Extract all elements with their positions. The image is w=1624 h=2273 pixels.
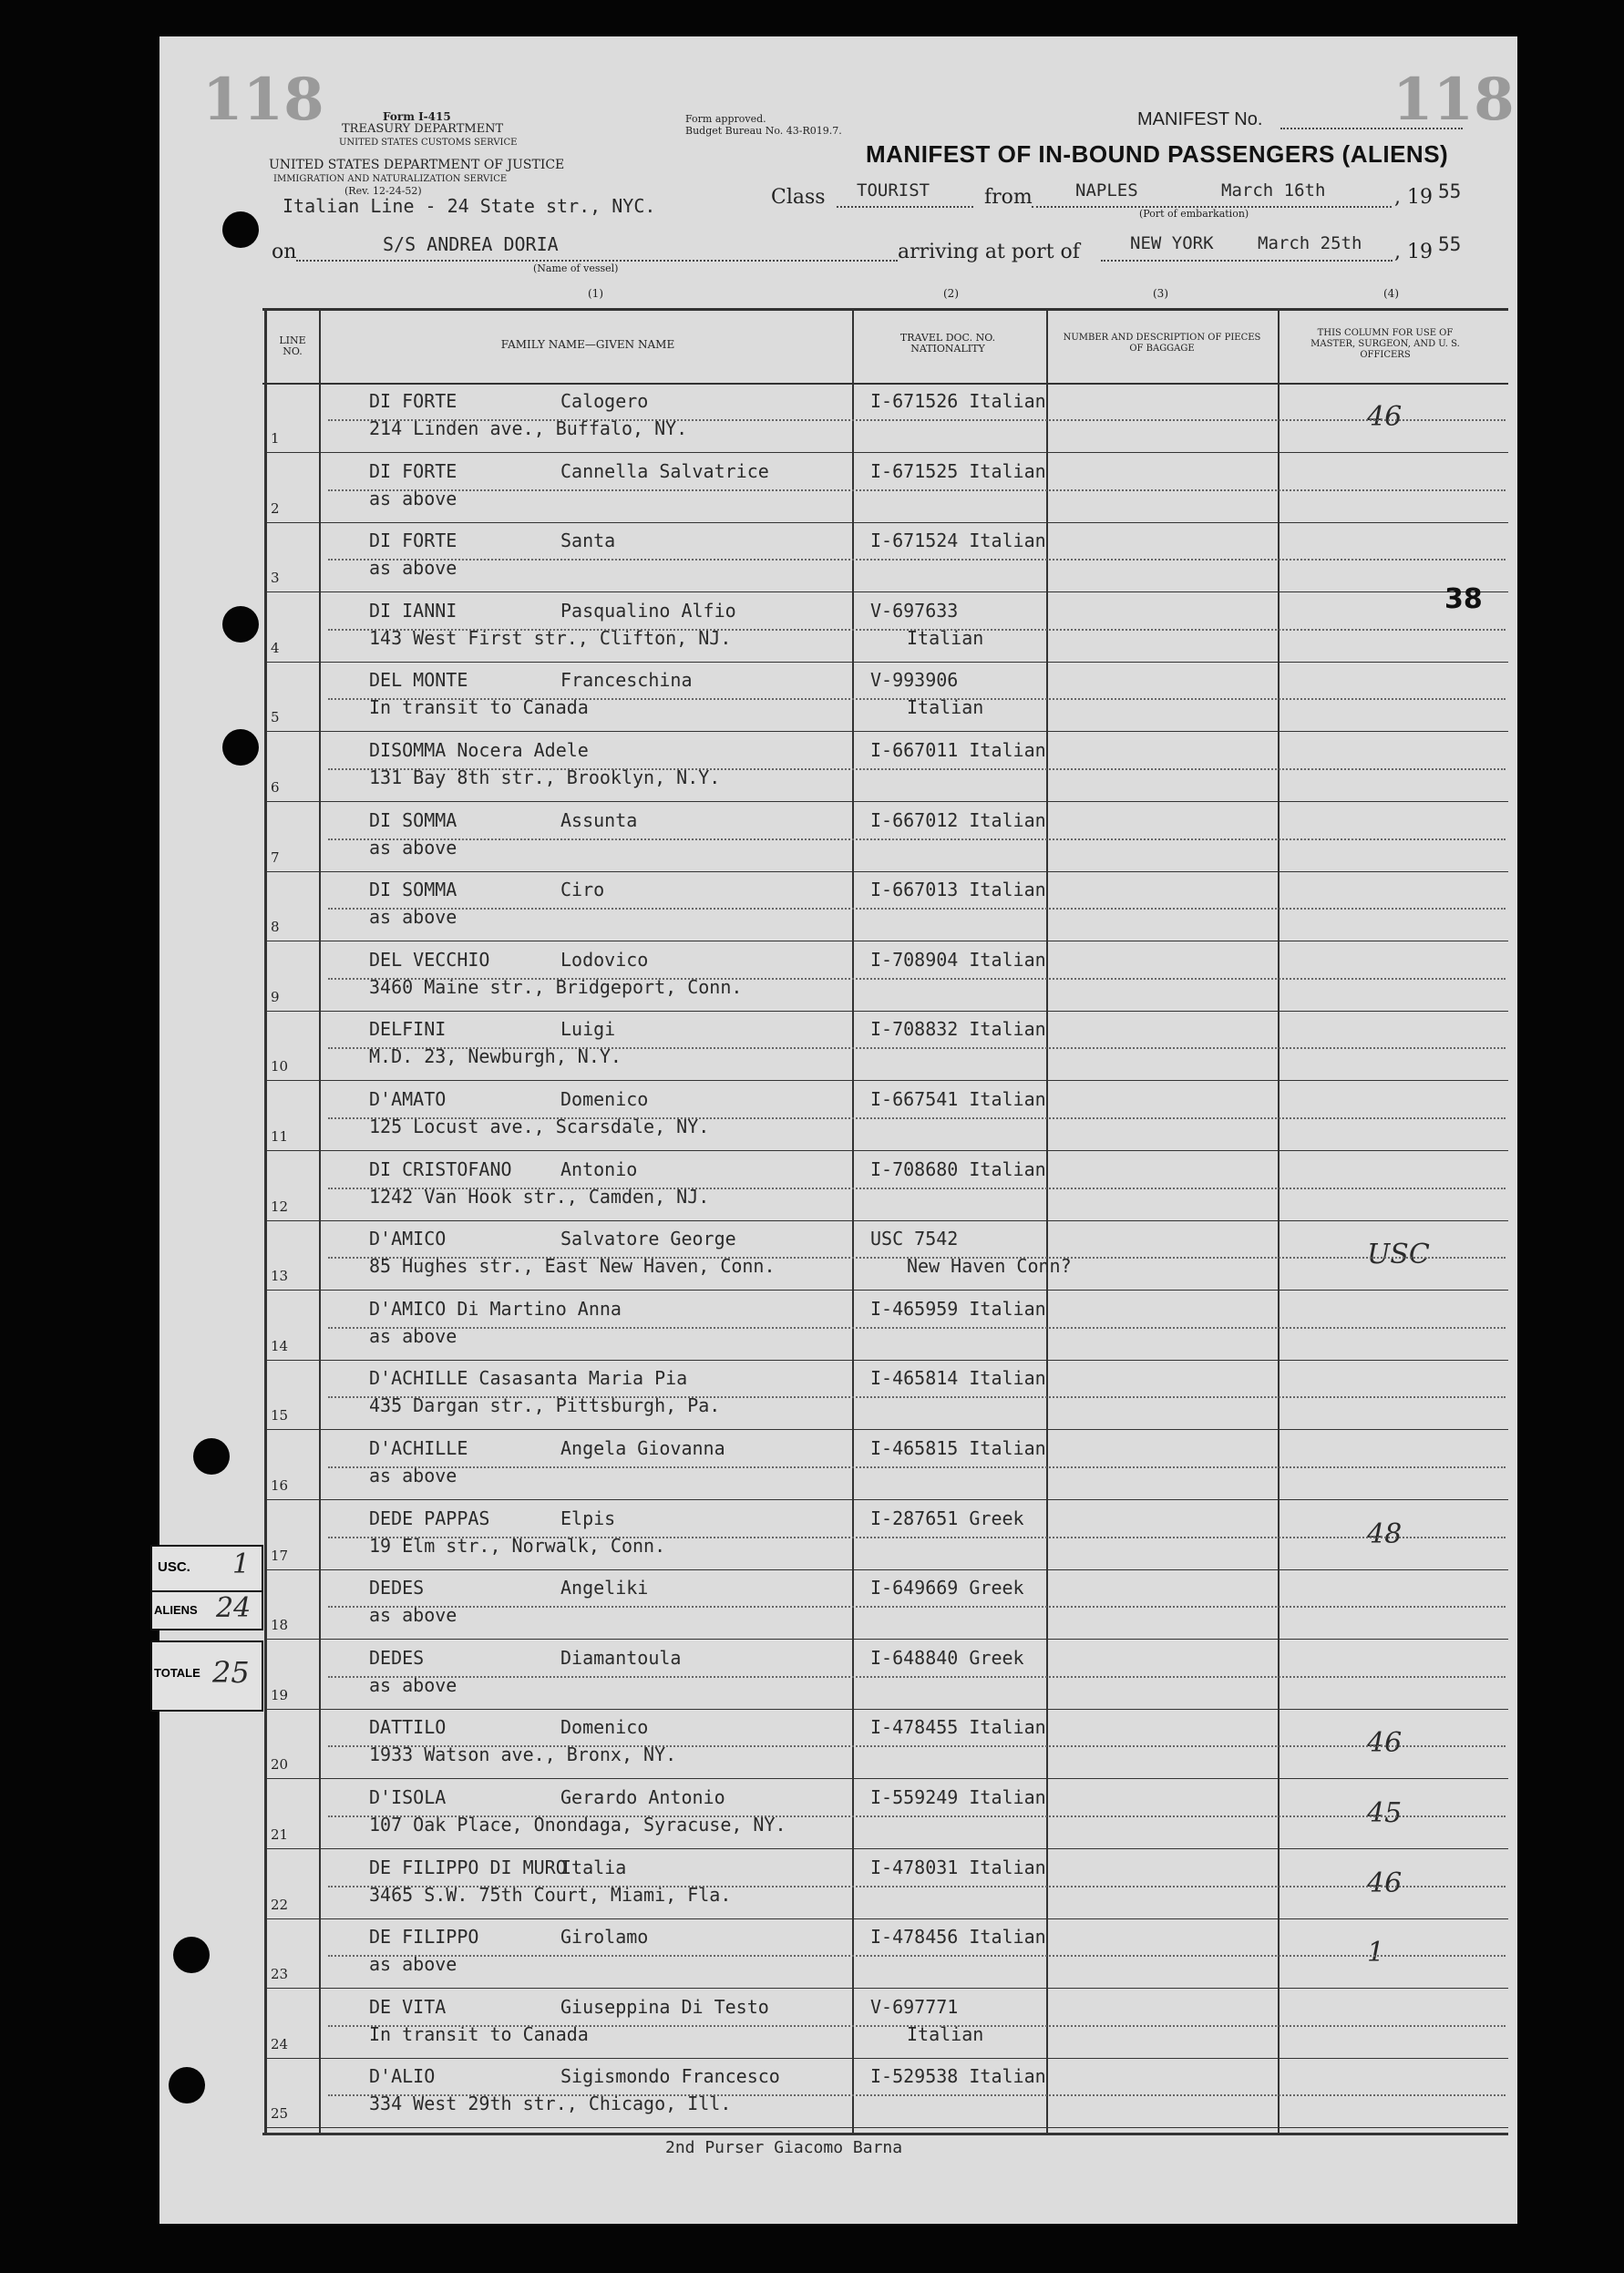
tally-aliens bbox=[150, 1590, 263, 1630]
table-row bbox=[260, 594, 1508, 663]
given-name: Lodovico bbox=[560, 948, 649, 971]
table-row bbox=[260, 385, 1508, 454]
table-row bbox=[260, 1711, 1508, 1780]
travel-doc: I-671526 Italian bbox=[870, 390, 1046, 412]
row-mid-line bbox=[328, 1537, 1506, 1538]
tally-aliens-value: 24 bbox=[216, 1592, 252, 1624]
line-number: 5 bbox=[271, 709, 280, 726]
on-label: on bbox=[272, 241, 297, 263]
line-number: 11 bbox=[271, 1128, 289, 1145]
travel-doc-detail: Italian bbox=[907, 696, 984, 719]
table-row bbox=[260, 734, 1508, 803]
family-name: D'ACHILLE bbox=[369, 1437, 468, 1459]
family-name: DI FORTE bbox=[369, 459, 457, 482]
from-value: NAPLES bbox=[1075, 180, 1138, 201]
travel-doc-detail: New Haven Conn? bbox=[907, 1255, 1072, 1278]
col-header-officers: THIS COLUMN FOR USE OF MASTER, SURGEON, AND U. S. OFFICERS bbox=[1311, 328, 1460, 360]
address: as above bbox=[369, 906, 457, 929]
row-mid-line bbox=[328, 419, 1506, 421]
line-number: 3 bbox=[271, 570, 280, 587]
row-divider bbox=[264, 1499, 1508, 1500]
line-number: 20 bbox=[271, 1756, 289, 1774]
line-number: 17 bbox=[271, 1547, 289, 1564]
travel-doc: I-708832 Italian bbox=[870, 1018, 1046, 1041]
given-name: Pasqualino Alfio bbox=[560, 599, 736, 622]
table-row bbox=[260, 1571, 1508, 1640]
row-mid-line bbox=[328, 489, 1506, 491]
arrival-port: NEW YORK bbox=[1130, 233, 1214, 253]
row-mid-line bbox=[328, 2025, 1506, 2027]
officer-mark: 46 bbox=[1367, 401, 1403, 433]
row-mid-line bbox=[328, 1396, 1506, 1398]
given-name: Italia bbox=[560, 1856, 627, 1878]
travel-doc: V-697633 bbox=[870, 599, 959, 622]
row-mid-line bbox=[328, 1886, 1506, 1887]
travel-doc: I-667012 Italian bbox=[870, 808, 1046, 831]
form-approved: Form approved. bbox=[685, 113, 766, 125]
class-label: Class bbox=[771, 186, 826, 209]
arrival-line bbox=[1101, 260, 1393, 262]
line-number: 18 bbox=[271, 1617, 289, 1634]
given-name: Sigismondo Francesco bbox=[560, 2065, 780, 2088]
family-name: DEDE PAPPAS bbox=[369, 1507, 490, 1529]
row-mid-line bbox=[328, 1815, 1506, 1817]
class-line bbox=[837, 206, 973, 208]
given-name: Elpis bbox=[560, 1507, 616, 1529]
travel-doc: I-465815 Italian bbox=[870, 1437, 1046, 1459]
family-name: DI CRISTOFANO bbox=[369, 1157, 512, 1180]
line-number: 13 bbox=[271, 1268, 289, 1285]
family-name: DEL MONTE bbox=[369, 669, 468, 692]
col-header-baggage: NUMBER AND DESCRIPTION OF PIECES OF BAGGAGE bbox=[1063, 333, 1261, 354]
manifest-no-label: MANIFEST No. bbox=[1137, 109, 1263, 129]
family-name: DE FILIPPO bbox=[369, 1926, 479, 1949]
row-mid-line bbox=[328, 1117, 1506, 1119]
row-mid-line bbox=[328, 908, 1506, 910]
travel-doc: I-478456 Italian bbox=[870, 1926, 1046, 1949]
agency-ins: IMMIGRATION AND NATURALIZATION SERVICE bbox=[273, 174, 508, 184]
family-name: D'AMATO bbox=[369, 1088, 447, 1110]
row-divider bbox=[264, 2127, 1508, 2128]
address: 3465 S.W. 75th Court, Miami, Fla. bbox=[369, 1883, 732, 1906]
row-mid-line bbox=[328, 768, 1506, 770]
family-name: DE FILIPPO DI MURO bbox=[369, 1856, 567, 1878]
family-name: DEDES bbox=[369, 1646, 425, 1669]
line-number: 24 bbox=[271, 2035, 289, 2052]
line-number: 14 bbox=[271, 1337, 289, 1354]
address: 125 Locust ave., Scarsdale, NY. bbox=[369, 1116, 710, 1137]
row-mid-line bbox=[328, 629, 1506, 631]
family-name: D'ISOLA bbox=[369, 1786, 447, 1808]
given-name: Salvatore George bbox=[560, 1228, 736, 1250]
family-name: DE VITA bbox=[369, 1995, 447, 2018]
travel-doc: I-559249 Italian bbox=[870, 1786, 1046, 1808]
given-name: Cannella Salvatrice bbox=[560, 459, 769, 482]
table-row bbox=[260, 1502, 1508, 1571]
table-row bbox=[260, 1362, 1508, 1431]
family-name: DEL VECCHIO bbox=[369, 948, 490, 971]
given-name: Domenico bbox=[560, 1716, 649, 1739]
line-number: 10 bbox=[271, 1058, 289, 1075]
address: 1933 Watson ave., Bronx, NY. bbox=[369, 1743, 677, 1766]
table-row bbox=[260, 2060, 1508, 2129]
col-num-2: (2) bbox=[943, 287, 959, 300]
officer-mark: 48 bbox=[1367, 1517, 1403, 1550]
row-divider bbox=[264, 1360, 1508, 1361]
family-name: D'AMICO Di Martino Anna bbox=[369, 1297, 622, 1320]
col-header-name: FAMILY NAME—GIVEN NAME bbox=[500, 338, 675, 351]
given-name: Domenico bbox=[560, 1088, 649, 1110]
row-mid-line bbox=[328, 1047, 1506, 1049]
corner-number-left: 118 bbox=[202, 66, 324, 134]
row-divider bbox=[264, 591, 1508, 592]
embark-year: 55 bbox=[1438, 180, 1462, 202]
row-divider bbox=[264, 1639, 1508, 1640]
tally-usc bbox=[150, 1545, 263, 1592]
table-row bbox=[260, 1292, 1508, 1362]
table-top-border bbox=[262, 308, 1508, 311]
travel-doc: USC 7542 bbox=[870, 1228, 959, 1250]
given-name: Antonio bbox=[560, 1157, 638, 1180]
row-mid-line bbox=[328, 1606, 1506, 1608]
line-number: 21 bbox=[271, 1826, 289, 1843]
address: In transit to Canada bbox=[369, 2022, 589, 2045]
from-label: from bbox=[984, 186, 1033, 209]
travel-doc: I-287651 Greek bbox=[870, 1507, 1024, 1529]
budget-bureau: Budget Bureau No. 43-R019.7. bbox=[685, 125, 842, 137]
table-row bbox=[260, 1990, 1508, 2060]
family-name: DI FORTE bbox=[369, 390, 457, 412]
travel-doc: I-667541 Italian bbox=[870, 1088, 1046, 1110]
col-num-4: (4) bbox=[1383, 287, 1399, 300]
purser-signature-line: 2nd Purser Giacomo Barna bbox=[665, 2138, 903, 2157]
travel-doc: I-671525 Italian bbox=[870, 459, 1046, 482]
row-mid-line bbox=[328, 1676, 1506, 1678]
given-name: Assunta bbox=[560, 808, 638, 831]
punch-hole bbox=[222, 211, 259, 248]
row-divider bbox=[264, 1778, 1508, 1779]
side-number: 38 bbox=[1444, 583, 1483, 615]
row-mid-line bbox=[328, 1466, 1506, 1468]
family-name: D'ALIO bbox=[369, 2065, 436, 2088]
address: In transit to Canada bbox=[369, 696, 589, 719]
line-number: 25 bbox=[271, 2105, 289, 2123]
travel-doc-detail: Italian bbox=[907, 2022, 984, 2045]
row-divider bbox=[264, 1429, 1508, 1430]
table-row bbox=[260, 524, 1508, 593]
row-mid-line bbox=[328, 838, 1506, 840]
given-name: Calogero bbox=[560, 390, 649, 412]
address: as above bbox=[369, 487, 457, 509]
table-bottom-border bbox=[262, 2133, 1508, 2135]
tally-total bbox=[150, 1640, 263, 1712]
agency-treasury: TREASURY DEPARTMENT bbox=[342, 122, 504, 136]
given-name: Ciro bbox=[560, 879, 605, 901]
line-number: 15 bbox=[271, 1407, 289, 1424]
family-name: DI FORTE bbox=[369, 530, 457, 552]
table-row bbox=[260, 1013, 1508, 1082]
punch-hole bbox=[222, 606, 259, 643]
given-name: Luigi bbox=[560, 1018, 616, 1041]
port-embark-caption: (Port of embarkation) bbox=[1139, 208, 1249, 220]
arrival-date: March 25th bbox=[1258, 233, 1362, 253]
address: 131 Bay 8th str., Brooklyn, N.Y. bbox=[369, 766, 721, 788]
line-number: 23 bbox=[271, 1966, 289, 1983]
tally-total-label: TOTALE bbox=[154, 1666, 200, 1680]
row-divider bbox=[264, 1011, 1508, 1012]
travel-doc: I-648840 Greek bbox=[870, 1646, 1024, 1669]
family-name: DISOMMA Nocera Adele bbox=[369, 739, 589, 761]
given-name: Franceschina bbox=[560, 669, 693, 692]
row-divider bbox=[264, 1988, 1508, 1989]
row-mid-line bbox=[328, 1745, 1506, 1747]
table-row bbox=[260, 663, 1508, 733]
row-divider bbox=[264, 1150, 1508, 1151]
col-num-3: (3) bbox=[1153, 287, 1168, 300]
row-divider bbox=[264, 801, 1508, 802]
travel-doc: I-671524 Italian bbox=[870, 530, 1046, 552]
family-name: D'ACHILLE Casasanta Maria Pia bbox=[369, 1367, 688, 1390]
punch-hole bbox=[169, 2067, 205, 2103]
officer-mark: 46 bbox=[1367, 1867, 1403, 1899]
address: 3460 Maine str., Bridgeport, Conn. bbox=[369, 975, 743, 998]
table-row bbox=[260, 1781, 1508, 1850]
table-row bbox=[260, 943, 1508, 1013]
line-number: 19 bbox=[271, 1686, 289, 1703]
row-mid-line bbox=[328, 1257, 1506, 1259]
embark-date: March 16th bbox=[1221, 180, 1326, 201]
row-divider bbox=[264, 871, 1508, 872]
line-address: Italian Line - 24 State str., NYC. bbox=[283, 195, 656, 217]
row-divider bbox=[264, 1290, 1508, 1291]
given-name: Diamantoula bbox=[560, 1646, 682, 1669]
travel-doc-detail: Italian bbox=[907, 626, 984, 649]
travel-doc: I-478031 Italian bbox=[870, 1856, 1046, 1878]
class-value: TOURIST bbox=[857, 180, 930, 201]
row-divider bbox=[264, 1918, 1508, 1919]
row-mid-line bbox=[328, 698, 1506, 700]
table-row bbox=[260, 1222, 1508, 1291]
line-number: 6 bbox=[271, 779, 280, 796]
family-name: D'AMICO bbox=[369, 1228, 447, 1250]
table-row bbox=[260, 455, 1508, 524]
given-name: Angela Giovanna bbox=[560, 1437, 725, 1459]
officer-mark: 46 bbox=[1367, 1727, 1403, 1760]
col-header-travel-doc: TRAVEL DOC. NO. NATIONALITY bbox=[899, 332, 996, 355]
address: 1242 Van Hook str., Camden, NJ. bbox=[369, 1185, 710, 1208]
address: M.D. 23, Newburgh, N.Y. bbox=[369, 1045, 622, 1068]
row-divider bbox=[264, 1569, 1508, 1570]
address: as above bbox=[369, 557, 457, 580]
address: 107 Oak Place, Onondaga, Syracuse, NY. bbox=[369, 1814, 786, 1836]
travel-doc: I-465814 Italian bbox=[870, 1367, 1046, 1390]
row-mid-line bbox=[328, 1955, 1506, 1957]
row-mid-line bbox=[328, 2094, 1506, 2096]
travel-doc: V-697771 bbox=[870, 1995, 959, 2018]
row-mid-line bbox=[328, 1327, 1506, 1329]
family-name: DEDES bbox=[369, 1577, 425, 1599]
row-divider bbox=[264, 522, 1508, 523]
vessel-line bbox=[296, 260, 898, 262]
line-number: 22 bbox=[271, 1896, 289, 1913]
row-divider bbox=[264, 1709, 1508, 1710]
address: as above bbox=[369, 836, 457, 859]
vessel-name: S/S ANDREA DORIA bbox=[383, 233, 559, 255]
travel-doc: I-529538 Italian bbox=[870, 2065, 1046, 2088]
manifest-no-line bbox=[1280, 128, 1463, 129]
arriving-label: arriving at port of bbox=[898, 241, 1080, 263]
table-row bbox=[260, 1432, 1508, 1501]
address: 214 Linden ave., Buffalo, NY. bbox=[369, 417, 688, 439]
family-name: DI SOMMA bbox=[369, 808, 457, 831]
punch-hole bbox=[193, 1438, 230, 1475]
officer-mark: USC bbox=[1367, 1239, 1430, 1271]
embark-year-prefix: , 19 bbox=[1394, 186, 1433, 209]
travel-doc: I-708904 Italian bbox=[870, 948, 1046, 971]
family-name: DELFINI bbox=[369, 1018, 447, 1041]
table-row bbox=[260, 873, 1508, 942]
row-divider bbox=[264, 662, 1508, 663]
family-name: DI IANNI bbox=[369, 599, 457, 622]
corner-number-right: 118 bbox=[1393, 66, 1515, 134]
vessel-caption: (Name of vessel) bbox=[533, 262, 619, 274]
row-mid-line bbox=[328, 559, 1506, 561]
travel-doc: I-667013 Italian bbox=[870, 879, 1046, 901]
travel-doc: I-465959 Italian bbox=[870, 1297, 1046, 1320]
agency-justice: UNITED STATES DEPARTMENT OF JUSTICE bbox=[269, 158, 565, 172]
officer-mark: 45 bbox=[1367, 1797, 1403, 1829]
manifest-title: MANIFEST OF IN-BOUND PASSENGERS (ALIENS) bbox=[866, 140, 1449, 168]
given-name: Girolamo bbox=[560, 1926, 649, 1949]
address: as above bbox=[369, 1673, 457, 1696]
table-row bbox=[260, 1641, 1508, 1711]
arrival-year: 55 bbox=[1438, 233, 1462, 255]
address: 19 Elm str., Norwalk, Conn. bbox=[369, 1534, 666, 1557]
family-name: DI SOMMA bbox=[369, 879, 457, 901]
address: 435 Dargan str., Pittsburgh, Pa. bbox=[369, 1394, 721, 1417]
tally-usc-value: 1 bbox=[232, 1548, 251, 1580]
agency-customs: UNITED STATES CUSTOMS SERVICE bbox=[339, 138, 518, 148]
address: 143 West First str., Clifton, NJ. bbox=[369, 626, 732, 649]
table-row bbox=[260, 1083, 1508, 1152]
tally-total-value: 25 bbox=[212, 1655, 250, 1690]
line-number: 9 bbox=[271, 988, 280, 1005]
row-mid-line bbox=[328, 978, 1506, 980]
arrival-year-prefix: , 19 bbox=[1394, 241, 1433, 263]
table-row bbox=[260, 804, 1508, 873]
form-revision: (Rev. 12-24-52) bbox=[344, 185, 422, 197]
given-name: Santa bbox=[560, 530, 616, 552]
line-number: 12 bbox=[271, 1198, 289, 1215]
given-name: Gerardo Antonio bbox=[560, 1786, 725, 1808]
row-mid-line bbox=[328, 1188, 1506, 1189]
address: as above bbox=[369, 1953, 457, 1976]
address: as above bbox=[369, 1604, 457, 1627]
travel-doc: I-649669 Greek bbox=[870, 1577, 1024, 1599]
form-number: Form I-415 bbox=[383, 110, 451, 123]
line-number: 16 bbox=[271, 1477, 289, 1494]
table-row bbox=[260, 1153, 1508, 1222]
table-row bbox=[260, 1920, 1508, 1990]
given-name: Giuseppina Di Testo bbox=[560, 1995, 769, 2018]
row-divider bbox=[264, 452, 1508, 453]
line-number: 2 bbox=[271, 499, 280, 517]
row-divider bbox=[264, 1080, 1508, 1081]
address: 334 West 29th str., Chicago, Ill. bbox=[369, 2093, 732, 2115]
row-divider bbox=[264, 2058, 1508, 2059]
travel-doc: I-667011 Italian bbox=[870, 739, 1046, 761]
officer-mark: 1 bbox=[1367, 1937, 1385, 1970]
travel-doc: I-478455 Italian bbox=[870, 1716, 1046, 1739]
col-header-line-no: LINE NO. bbox=[279, 334, 306, 357]
line-number: 1 bbox=[271, 430, 280, 447]
row-divider bbox=[264, 1220, 1508, 1221]
row-divider bbox=[264, 1848, 1508, 1849]
address: as above bbox=[369, 1465, 457, 1486]
punch-hole bbox=[222, 729, 259, 766]
tally-usc-label: USC. bbox=[158, 1559, 190, 1575]
address: 85 Hughes str., East New Haven, Conn. bbox=[369, 1255, 776, 1278]
line-number: 7 bbox=[271, 849, 280, 866]
family-name: DATTILO bbox=[369, 1716, 447, 1739]
punch-hole bbox=[173, 1937, 210, 1973]
tally-aliens-label: ALIENS bbox=[154, 1603, 198, 1617]
line-number: 4 bbox=[271, 639, 280, 656]
address: as above bbox=[369, 1324, 457, 1347]
row-divider bbox=[264, 731, 1508, 732]
line-number: 8 bbox=[271, 919, 280, 936]
travel-doc: V-993906 bbox=[870, 669, 959, 692]
travel-doc: I-708680 Italian bbox=[870, 1157, 1046, 1180]
col-num-1: (1) bbox=[588, 287, 603, 300]
table-row bbox=[260, 1851, 1508, 1920]
given-name: Angeliki bbox=[560, 1577, 649, 1599]
